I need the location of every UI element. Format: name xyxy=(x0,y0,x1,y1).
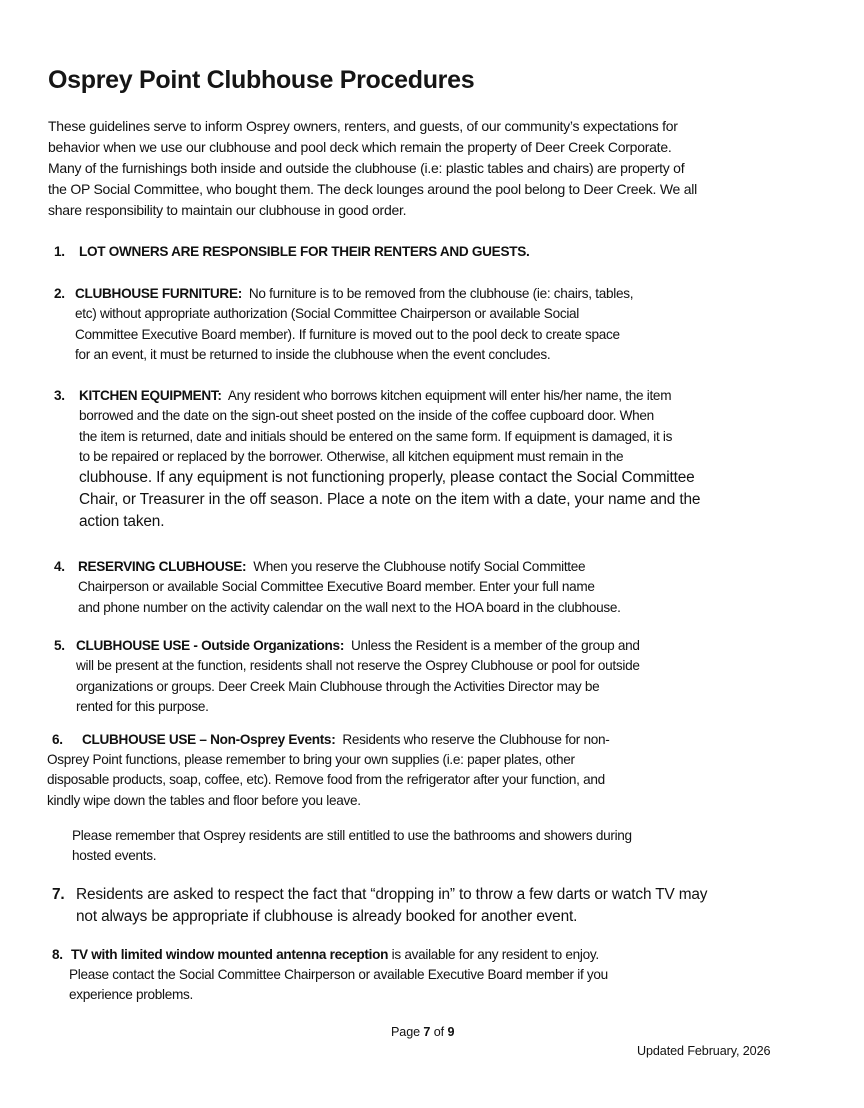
item-number: 7. xyxy=(52,886,65,903)
item-line: kindly wipe down the tables and floor before you leave. xyxy=(47,792,361,808)
item-heading: CLUBHOUSE USE - Outside Organizations: xyxy=(76,638,345,653)
updated-date: Updated February, 2026 xyxy=(637,1044,771,1058)
item-text: No furniture is to be removed from the clubhouse (ie: chairs, tables, xyxy=(241,286,634,301)
item-text: Residents who reserve the Clubhouse for non- xyxy=(335,732,610,747)
page-number: Page 7 of 9 xyxy=(391,1025,455,1039)
item-number: 4. xyxy=(54,559,65,574)
item-line: and phone number on the activity calendar on the wall next to the HOA board in the clubhouse. xyxy=(78,599,621,615)
item-heading: KITCHEN EQUIPMENT: xyxy=(79,388,222,403)
item-line: rented for this purpose. xyxy=(76,698,209,714)
item-text: Any resident who borrows kitchen equipment will enter his/her name, the item xyxy=(221,388,672,403)
item-line: the item is returned, date and initials should be entered on the same form. If equipment is damaged, it is xyxy=(79,428,673,444)
item-line: Please contact the Social Committee Chairperson or available Executive Board member if you xyxy=(69,967,608,982)
note-line: Please remember that Osprey residents are still entitled to use the bathrooms and showers during xyxy=(72,828,632,843)
intro-line: Many of the furnishings both inside and outside the clubhouse (i.e: plastic tables and chairs) are property of xyxy=(48,160,685,176)
item-line: etc) without appropriate authorization (Social Committee Chairperson or available Social xyxy=(75,306,580,322)
item-number: 1. xyxy=(54,244,65,259)
intro-line: share responsibility to maintain our clubhouse in good order. xyxy=(48,202,407,218)
item-text: Unless the Resident is a member of the group and xyxy=(344,638,640,653)
item-text: When you reserve the Clubhouse notify Social Committee xyxy=(246,559,586,574)
item-number: 6. xyxy=(52,732,63,747)
intro-paragraph xyxy=(48,116,818,221)
note-line: hosted events. xyxy=(72,848,157,864)
item-number: 8. xyxy=(52,947,63,962)
item-line: Chair, or Treasurer in the off season. Place a note on the item with a date, your name and the xyxy=(79,491,701,509)
item-line: borrowed and the date on the sign-out sheet posted on the inside of the coffee cupboard door. When xyxy=(79,408,654,424)
item-text: Residents are asked to respect the fact that “dropping in” to throw a few darts or watch TV may xyxy=(76,886,708,903)
intro-line: behavior when we use our clubhouse and pool deck which remain the property of Deer Creek Corporate. xyxy=(48,139,672,155)
item-line: organizations or groups. Deer Creek Main Clubhouse through the Activities Director may be xyxy=(76,678,600,694)
item-heading: LOT OWNERS ARE RESPONSIBLE FOR THEIR RENTERS AND GUESTS. xyxy=(79,244,530,259)
item-heading: TV with limited window mounted antenna reception xyxy=(71,947,389,962)
item-line: for an event, it must be returned to inside the clubhouse when the event concludes. xyxy=(75,346,551,362)
page-title: Osprey Point Clubhouse Procedures xyxy=(48,66,475,94)
item-heading: CLUBHOUSE FURNITURE: xyxy=(75,286,242,301)
item-line: not always be appropriate if clubhouse is already booked for another event. xyxy=(76,908,578,925)
intro-line: These guidelines serve to inform Osprey owners, renters, and guests, of our community’s expectations for xyxy=(48,118,678,134)
item-line: disposable products, soap, coffee, etc). Remove food from the refrigerator after your function, and xyxy=(47,772,605,788)
item-text: is available for any resident to enjoy. xyxy=(388,947,599,962)
item-number: 3. xyxy=(54,388,65,403)
item-heading: CLUBHOUSE USE – Non-Osprey Events: xyxy=(82,732,336,747)
item-number: 2. xyxy=(54,286,65,301)
item-heading: RESERVING CLUBHOUSE: xyxy=(78,559,247,574)
item-line: to be repaired or replaced by the borrower. Otherwise, all kitchen equipment must remain in the xyxy=(79,448,624,464)
item-number: 5. xyxy=(54,638,65,653)
item-line: experience problems. xyxy=(69,987,193,1003)
item-line: Chairperson or available Social Committee Executive Board member. Enter your full name xyxy=(78,579,595,595)
item-line: action taken. xyxy=(79,513,165,531)
item-line: clubhouse. If any equipment is not functioning properly, please contact the Social Committee xyxy=(79,469,695,487)
intro-line: the OP Social Committee, who bought them. The deck lounges around the pool belong to Deer Creek. We all xyxy=(48,181,697,197)
item-line: Committee Executive Board member). If furniture is moved out to the pool deck to create space xyxy=(75,326,620,342)
item-line: Osprey Point functions, please remember to bring your own supplies (i.e: paper plates, other xyxy=(47,752,575,767)
item-line: will be present at the function, residents shall not reserve the Osprey Clubhouse or pool for outside xyxy=(76,658,640,674)
